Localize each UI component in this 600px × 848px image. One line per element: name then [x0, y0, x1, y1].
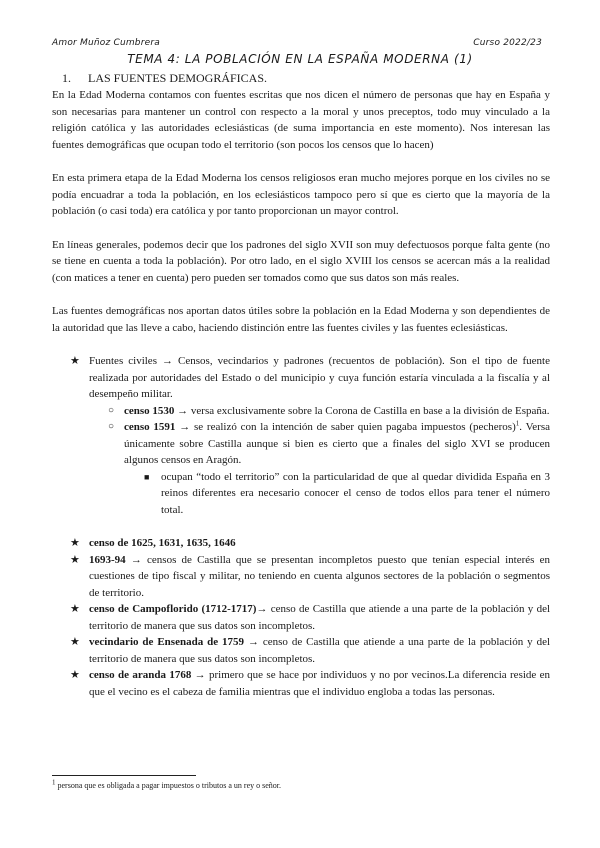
paragraph: En la Edad Moderna contamos con fuentes escritas que nos dicen el número de personas que hay en España y son necesarias para mantener un control con respecto a la moral y unos preceptos, todo muy vinculado a la religión católica y las autoridades eclesiásticas (de suma importancia en este momento). Nos interesan las fuentes demográficas que ocupan todo el territorio (son pocos los censos que lo hacen) — [52, 89, 550, 151]
footnote — [52, 778, 281, 790]
paragraph: En líneas generales, podemos decir que los padrones del siglo XVII son muy defectuosos porque falta gente (no se tiene en cuenta a toda la población). Por otro lado, en el siglo XVIII los censos se acercan más a la realidad (con matices a tener en cuenta) pero pueden ser tomados como que sus datos son más reales. — [52, 238, 550, 284]
paragraph: En esta primera etapa de la Edad Moderna los censos religiosos eran mucho mejores porque en los civiles no se podía encuadrar a toda la población, en los eclesiásticos tampoco pero sí que es cierto que la mayoría de la población (o casi toda) era católica y por tanto proporcionan un mayor control. — [52, 172, 550, 217]
header-author: Amor Muñoz Cumbrera — [52, 38, 160, 48]
footnote-divider — [52, 775, 196, 776]
list-item-bold: censo de 1625, 1631, 1635, 1646 — [89, 537, 236, 549]
circle-bullet-icon: ○ — [108, 421, 115, 432]
star-bullet-icon: ★ — [70, 669, 80, 681]
star-bullet-icon: ★ — [70, 553, 80, 566]
list-item-censo-1530 — [52, 403, 550, 420]
section-number: 1. — [62, 71, 71, 85]
list-item-censos-1625 — [52, 535, 550, 552]
page-title: TEMA 4: LA POBLACIÓN EN LA ESPAÑA MODERNA (1) — [127, 52, 473, 66]
section-heading — [62, 71, 267, 86]
list-item-text: → se realizó con la intención de saber quien pagaba impuestos (pecheros) — [175, 421, 516, 433]
star-bullet-icon: ★ — [70, 603, 80, 615]
list-item-aranda — [52, 667, 550, 700]
section-title: LAS FUENTES DEMOGRÁFICAS. — [88, 71, 268, 85]
list-item-ensenada — [52, 634, 550, 667]
list-item-bold: censo 1530 — [124, 404, 175, 417]
list-item-text: → censos de Castilla que se presentan incompletos puesto que tenían especial interés en cuestiones de tipo fiscal y militar, no teniendo en cuenta algunos sectores de la población o segmentos de territorio. — [89, 553, 550, 599]
square-bullet-icon: ■ — [144, 471, 150, 482]
star-bullet-icon: ★ — [70, 355, 80, 367]
star-bullet-icon: ★ — [70, 537, 80, 549]
footnote-mark: 1 — [52, 778, 56, 787]
paragraph: Las fuentes demográficas nos aportan datos útiles sobre la población en la Edad Moderna y son dependientes de la autoridad que las lleve a cabo, haciendo distinción entre las fuentes civiles y las fuentes eclesiásticas. — [52, 305, 550, 334]
list-item-campoflorido — [52, 601, 550, 634]
list-item-bold: censo de aranda 1768 — [89, 669, 192, 681]
list-item-bold: censo de Campoflorido (1712-1717) — [89, 603, 257, 615]
list-item-text: → censo de Castilla que atiende a una parte de la población y del territorio de manera que sus datos son incompletos. — [89, 636, 551, 665]
footnote-text: persona que es obligada a pagar impuestos o tributos a un rey o señor. — [55, 781, 281, 790]
header-course: Curso 2022/23 — [473, 38, 542, 48]
list-item-text: ocupan “todo el territorio” con la particularidad de que al quedar dividida España en 3 reinos diferentes era necesario conocer el censo de todos ellos para tener el número total. — [161, 470, 550, 516]
list-item-bold: 1693-94 — [89, 553, 126, 566]
list-item-text: Fuentes civiles → Censos, vecindarios y padrones (recuentos de población). Son el tipo de fuente realizada por autoridades del Estado o del municipio y cuya función estaría vinculada a la fiscalía y al desempeño militar. — [89, 355, 550, 400]
circle-bullet-icon: ○ — [108, 404, 115, 416]
star-bullet-icon: ★ — [70, 636, 80, 648]
list-item-territorio — [52, 469, 550, 519]
list-item-text: . Versa únicamente sobre Castilla aunque si bien es cierto que a finales del siglo XVI se producen algunos censos en Aragón. — [124, 421, 551, 466]
list-item-text: → primero que se hace por individuos y no por vecinos.La diferencia reside en que el vecino es el cabeza de familia mientras que el individuo engloba a todas las personas. — [89, 669, 551, 698]
document-body — [52, 87, 550, 700]
list-item-fuentes-civiles — [52, 353, 550, 403]
list-item-text: → versa exclusivamente sobre la Corona de Castilla en base a la división de España. — [174, 404, 550, 417]
list-item-bold: vecindario de Ensenada de 1759 — [89, 636, 245, 648]
list-item-text: → censo de Castilla que atiende a una parte de la población y del territorio de manera que sus datos son incompletos. — [89, 603, 551, 632]
list-item-1693 — [52, 552, 550, 602]
list-item-bold: censo 1591 — [124, 421, 176, 433]
footnote-reference[interactable]: 1 — [515, 419, 520, 428]
list-item-censo-1591 — [52, 419, 550, 469]
